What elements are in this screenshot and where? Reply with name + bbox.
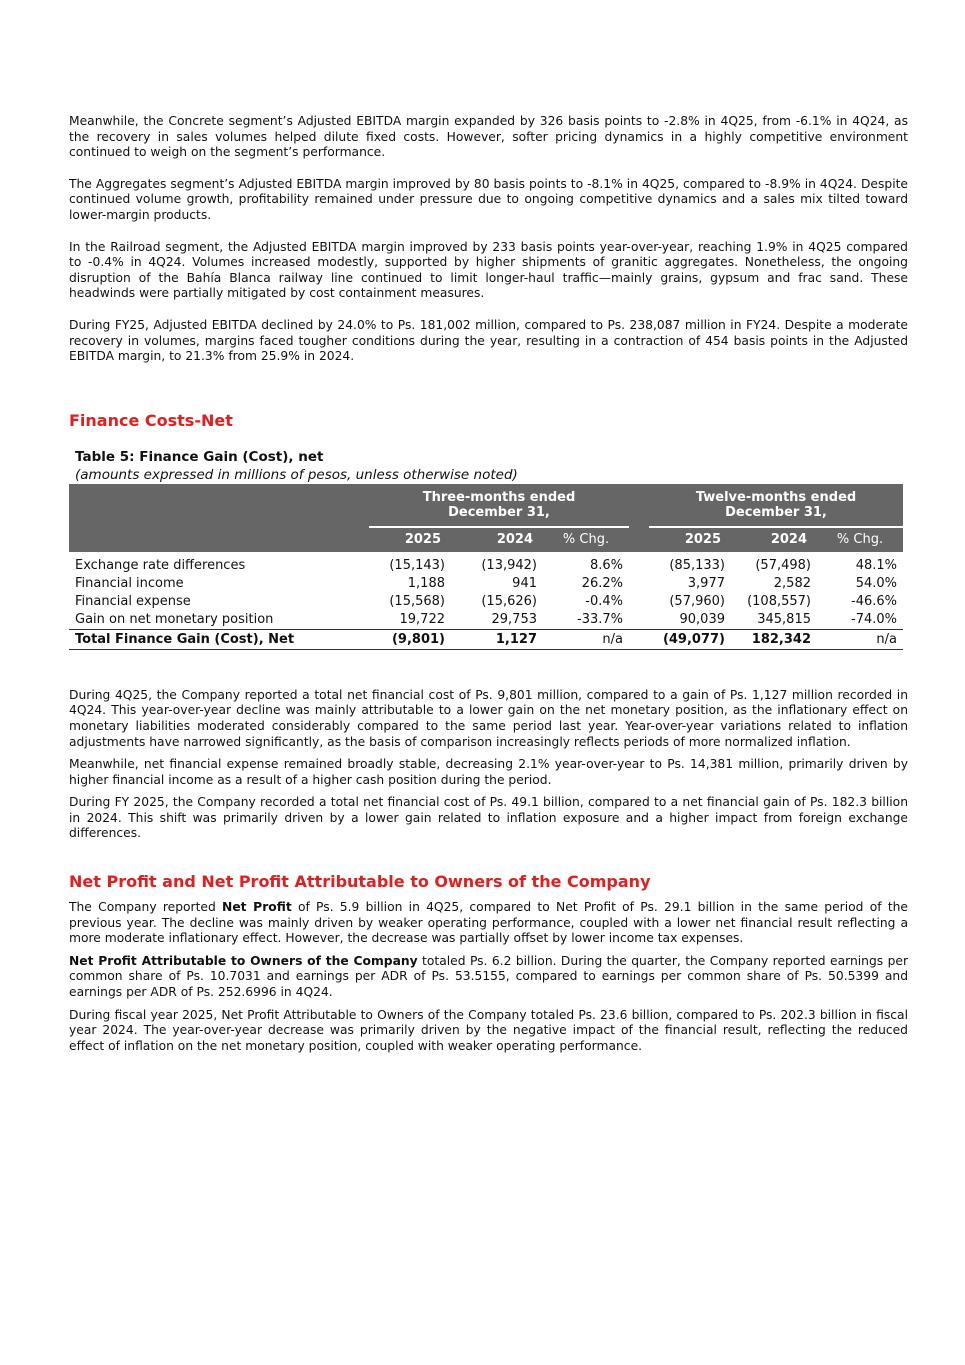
col-q-2024: 2024 bbox=[451, 527, 543, 552]
cell: (85,133) bbox=[669, 558, 725, 574]
cell: 182,342 bbox=[731, 629, 817, 649]
text-run: of Ps. 5.9 billion in 4Q25, compared to Net Profit of Ps. 29.1 billion in the same period of the previous year. The decline was mainly driven by weaker operating performance, coupled with a lower net financial result reflecting a more moderate inflationary effect. However, the decrease was partially offset by lower income tax expenses. bbox=[69, 900, 909, 946]
paragraph-concrete: Meanwhile, the Concrete segment’s Adjusted EBITDA margin expanded by 326 basis points to -2.8% in 4Q25, from -6.1% in 4Q24, as the recovery in sales volumes helped dilute fixed costs. However, softer pricing dynamics in a highly competitive environment continued to weigh on the segment’s performance. bbox=[69, 114, 908, 160]
text-run: totaled Ps. 6.2 billion. During the quarter, the Company reported earnings per common share of Ps. 10.7031 and earnings per ADR of Ps. 53.5155, compared to earnings per common share of Ps. 50.5399 and earnings per ADR of Ps. 252.6996 in 4Q24. bbox=[69, 953, 908, 1000]
cell: -46.6% bbox=[851, 594, 897, 610]
table-row bbox=[69, 575, 903, 593]
cell: (108,557) bbox=[747, 594, 811, 610]
col-q-chg: % Chg. bbox=[543, 527, 629, 552]
cell: (9,801) bbox=[369, 629, 451, 649]
cell: 8.6% bbox=[589, 558, 623, 574]
cell: n/a bbox=[817, 629, 903, 649]
paragraph-4q25-finance: During 4Q25, the Company reported a total net financial cost of Ps. 9,801 million, compared to a gain of Ps. 1,127 million recorded in 4Q24. This year-over-year decline was mainly attributable to a lower gain on the net monetary position, as the inflationary effect on monetary liabilities moderated considerably compared to the same period last year. Year-over-year variations related to inflation adjustments have narrowed significantly, as the basis of comparison increasingly reflects periods of more normalized inflation. bbox=[69, 687, 908, 749]
bold-term: Net Profit Attributable to Owners of the Company bbox=[69, 953, 418, 968]
paragraph-fy25-ebitda: During FY25, Adjusted EBITDA declined by 24.0% to Ps. 181,002 million, compared to Ps. 238,087 million in FY24. Despite a moderate recovery in volumes, margins faced tougher conditions during the year, resulting in a contraction of 454 basis points in the Adjusted EBITDA margin, to 21.3% from 25.9% in 2024. bbox=[69, 317, 908, 364]
row-label: Financial income bbox=[75, 576, 184, 592]
cell: (57,498) bbox=[755, 558, 811, 574]
finance-costs-heading: Finance Costs-Net bbox=[69, 410, 233, 430]
cell: 3,977 bbox=[687, 576, 725, 592]
document-page bbox=[69, 114, 908, 1054]
row-label: Financial expense bbox=[75, 594, 191, 610]
cell: (57,960) bbox=[669, 594, 725, 610]
table-row bbox=[69, 593, 903, 611]
group-three-months: Three-months ended December 31, bbox=[369, 484, 629, 527]
text-run: The Company reported bbox=[69, 900, 223, 915]
row-label: Exchange rate differences bbox=[75, 558, 246, 574]
cell: 90,039 bbox=[679, 612, 725, 628]
table-total-row bbox=[69, 629, 903, 649]
cell: -74.0% bbox=[851, 612, 897, 628]
cell: -0.4% bbox=[585, 594, 623, 610]
cell: 345,815 bbox=[757, 612, 811, 628]
table-caption bbox=[75, 448, 908, 484]
table-row bbox=[69, 611, 903, 630]
table-row bbox=[69, 552, 903, 575]
net-profit-heading: Net Profit and Net Profit Attributable to Owners of the Company bbox=[69, 872, 651, 892]
col-y-chg: % Chg. bbox=[817, 527, 903, 552]
paragraph-fy25-finance: During FY 2025, the Company recorded a total net financial cost of Ps. 49.1 billion, compared to a net financial gain of Ps. 182.3 billion in 2024. This shift was primarily driven by a lower gain related to inflation exposure and a higher impact from foreign exchange differences. bbox=[69, 795, 908, 841]
paragraph-railroad: In the Railroad segment, the Adjusted EBITDA margin improved by 233 basis points year-over-year, reaching 1.9% in 4Q25 compared to -0.4% in 4Q24. Volumes increased modestly, supported by higher shipments of granitic aggregates. Nonetheless, the ongoing disruption of the Bahía Blanca railway line continued to limit longer-haul traffic—mainly grains, gypsum and frac sand. These headwinds were partially mitigated by cost containment measures. bbox=[69, 239, 908, 301]
cell: 19,722 bbox=[399, 612, 445, 628]
cell: (15,568) bbox=[389, 594, 445, 610]
col-q-2025: 2025 bbox=[369, 527, 451, 552]
group-twelve-months: Twelve-months ended December 31, bbox=[649, 484, 903, 527]
col-y-2024: 2024 bbox=[731, 527, 817, 552]
cell: 2,582 bbox=[773, 576, 811, 592]
row-label: Gain on net monetary position bbox=[75, 612, 274, 628]
cell: n/a bbox=[543, 629, 629, 649]
col-y-2025: 2025 bbox=[649, 527, 731, 552]
cell: (15,626) bbox=[481, 594, 537, 610]
table-title: Table 5: Finance Gain (Cost), net bbox=[75, 448, 324, 465]
paragraph-net-profit bbox=[69, 900, 908, 947]
table-column-header bbox=[69, 527, 903, 552]
cell: 941 bbox=[512, 576, 537, 592]
total-label: Total Finance Gain (Cost), Net bbox=[69, 629, 369, 649]
cell: 29,753 bbox=[491, 612, 537, 628]
bold-term: Net Profit bbox=[222, 900, 292, 915]
cell: 1,127 bbox=[451, 629, 543, 649]
cell: (13,942) bbox=[481, 558, 537, 574]
cell: 54.0% bbox=[855, 576, 897, 592]
finance-table bbox=[69, 484, 903, 650]
cell: 1,188 bbox=[407, 576, 445, 592]
paragraph-net-profit-owners bbox=[69, 954, 908, 1001]
table-subtitle: (amounts expressed in millions of pesos, unless otherwise noted) bbox=[75, 466, 518, 483]
cell: 26.2% bbox=[581, 576, 623, 592]
cell: (49,077) bbox=[649, 629, 731, 649]
table-group-header bbox=[69, 484, 903, 527]
cell: -33.7% bbox=[577, 612, 623, 628]
cell: (15,143) bbox=[389, 558, 445, 574]
paragraph-fy25-net-profit: During fiscal year 2025, Net Profit Attributable to Owners of the Company totaled Ps. 23.6 billion, compared to Ps. 202.3 billion in fiscal year 2024. The year-over-year decrease was primarily driven by the negative impact of the financial result, reflecting the reduced effect of inflation on the net monetary position, coupled with weaker operating performance. bbox=[69, 1007, 908, 1053]
cell: 48.1% bbox=[855, 558, 897, 574]
paragraph-aggregates: The Aggregates segment’s Adjusted EBITDA margin improved by 80 basis points to -8.1% in 4Q25, compared to -8.9% in 4Q24. Despite continued volume growth, profitability remained under pressure due to ongoing competitive dynamics and a sales mix tilted toward lower-margin products. bbox=[69, 176, 908, 222]
paragraph-net-financial-expense: Meanwhile, net financial expense remained broadly stable, decreasing 2.1% year-over-year to Ps. 14,381 million, primarily driven by higher financial income as a result of a higher cash position during the period. bbox=[69, 757, 908, 787]
